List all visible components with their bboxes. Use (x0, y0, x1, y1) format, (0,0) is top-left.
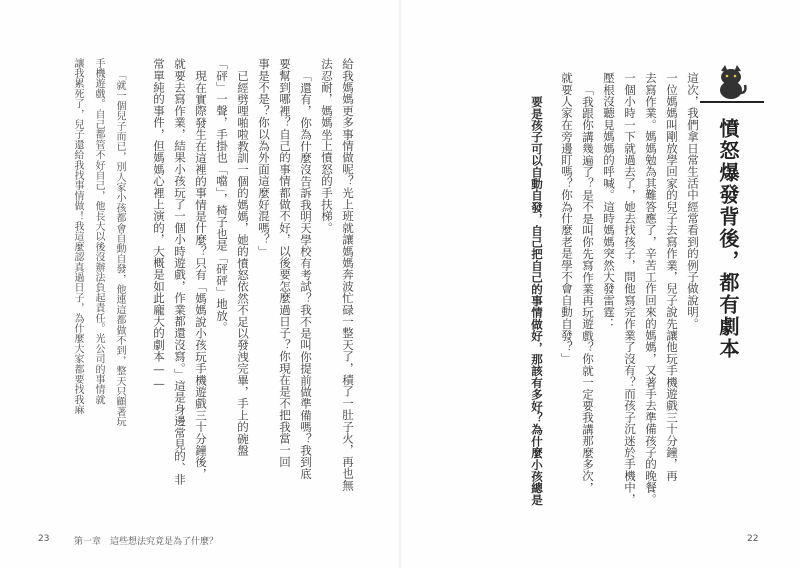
right-page-number: 22 (747, 534, 759, 544)
text-column: 這次，我們拿日常生活中經常看到的例子做說明。 (686, 72, 700, 330)
text-column: 常單純的事件，但媽媽心裡上演的，大概是如此龐大的劇本—— (152, 58, 166, 391)
text-column: 「還有，你為什麼沒告訴我明天學校有考試？我不是叫你提前做準備嗎？我到底 (299, 70, 313, 480)
text-column: 已經劈哩啪啦教訓一個的媽媽，她的憤怒依然不足以發洩完畢，手上的碗盤 (236, 70, 250, 457)
text-column: 事是不是？你以為外面這麼好混嗎？」 (257, 58, 271, 257)
text-column: 現在實際發生在這裡的事情是什麼？只有「媽媽說小孩玩手機遊戲三十分鐘後， (194, 70, 208, 480)
quote-column: 手機遊戲。自己都管不好自己，他長大以後沒辦法負起責任。光公司的事情就 (93, 58, 104, 405)
text-column: 法忍耐，媽媽坐上憤怒的手扶梯。 (320, 58, 334, 234)
text-column: 「砰」一聲，手掛也「噹」，椅子也是「砰砰」地放。 (215, 58, 229, 334)
cat-icon (714, 63, 748, 99)
quote-column: 讓我累死了，兒子還給我找事情做！我這麼認真過日子，為什麼大家都要找我麻 (72, 58, 83, 415)
bold-text-column: 要是孩子可以自動自發，自己把自己的事情做好，那該有多好？為什麼小孩總是 (530, 96, 544, 506)
text-column: 「我跟你講幾遍了？是不是叫你先寫作業再玩遊戲？你就一定要我講那麼多次， (581, 84, 595, 494)
text-column: 要幫到哪裡？自己的事情都做不好，以後要怎麼過日子？你現在是不把我當一回 (278, 58, 292, 468)
text-column: 給我媽媽更多事情做呢？光上班就讓媽媽奔波忙碌一整天了，積了一肚子火，再也無 (341, 58, 355, 491)
chapter-footer: 第一章 這些想法究竟是為了什麼？ (74, 537, 219, 547)
chapter-title: 憤怒爆發背後，都有劇本 (716, 118, 740, 360)
text-column: 就要去寫作業，結果小孩玩了一個小時遊戲，作業都還沒寫。」這是身邊常見的、非 (173, 58, 187, 486)
quote-column: 「就一個兒子而已，別人家小孩都會自動自發，他連這都做不到，整天只顧著玩 (114, 70, 125, 427)
text-column: 一個小時一下就過去了，她去找孩子，問他寫完作業了沒有？而孩子沉迷於手機中， (623, 72, 637, 505)
title-rule (700, 101, 764, 103)
page-gutter (398, 0, 402, 568)
text-column: 去寫作業。媽媽勉為其難答應了，辛苦工作回來的媽媽，又著手去準備孩子的晚餐。 (644, 72, 658, 505)
left-page-number: 23 (38, 534, 50, 544)
text-column: 壓根沒聽見媽媽的呼喊。這時媽媽突然大發雷霆： (602, 72, 616, 330)
text-column: 一位媽媽叫剛放學回家的兒子去寫作業，兒子說先讓他玩手機遊戲三十分鐘，再 (665, 72, 679, 482)
text-column: 就要人家在旁邊盯嗎？你為什麼老是學不會自動自發？」 (560, 72, 574, 365)
